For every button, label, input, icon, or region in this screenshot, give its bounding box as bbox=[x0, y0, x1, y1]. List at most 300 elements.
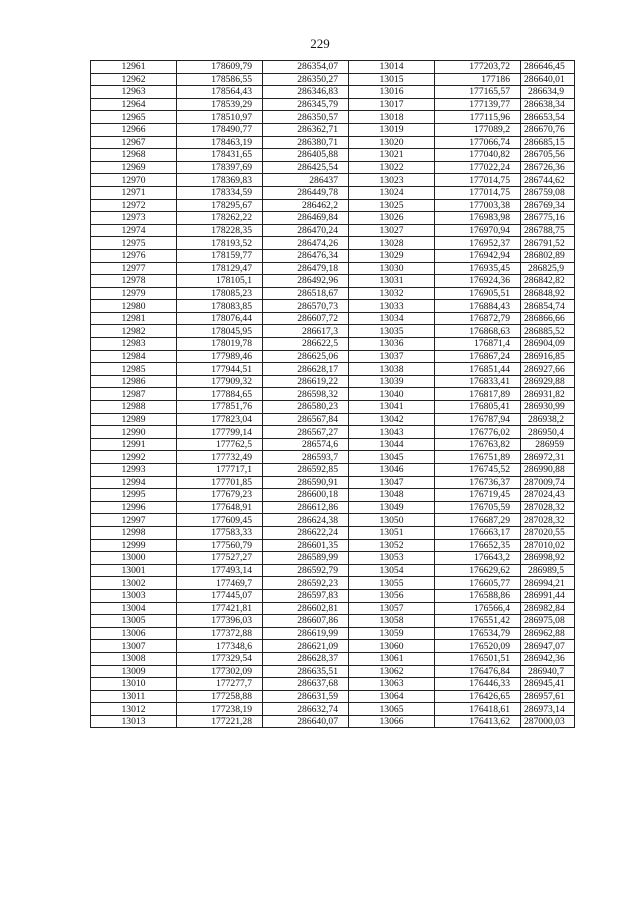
table-row bbox=[91, 312, 575, 325]
x-coordinate-left-cell: 177421,81 bbox=[177, 602, 263, 615]
y-coordinate-left-cell: 286479,18 bbox=[263, 262, 349, 275]
x-coordinate-right-cell: 176905,51 bbox=[435, 287, 521, 300]
point-number-right-cell: 13045 bbox=[349, 451, 435, 464]
table-row bbox=[91, 199, 575, 212]
point-number-left-cell: 12962 bbox=[91, 73, 177, 86]
page-number: 229 bbox=[310, 36, 330, 51]
table-row bbox=[91, 136, 575, 149]
y-coordinate-right-cell: 287028,32 bbox=[521, 501, 575, 514]
x-coordinate-right-cell: 176736,37 bbox=[435, 476, 521, 489]
table-row bbox=[91, 640, 575, 653]
table-row bbox=[91, 73, 575, 86]
table-row bbox=[91, 615, 575, 628]
x-coordinate-right-cell: 176868,63 bbox=[435, 325, 521, 338]
x-coordinate-right-cell: 176970,94 bbox=[435, 224, 521, 237]
point-number-left-cell: 12990 bbox=[91, 426, 177, 439]
y-coordinate-right-cell: 286945,41 bbox=[521, 678, 575, 691]
y-coordinate-right-cell: 286931,82 bbox=[521, 388, 575, 401]
point-number-right-cell: 13021 bbox=[349, 149, 435, 162]
y-coordinate-left-cell: 286637,68 bbox=[263, 678, 349, 691]
x-coordinate-right-cell: 176652,35 bbox=[435, 539, 521, 552]
table-row bbox=[91, 703, 575, 716]
y-coordinate-left-cell: 286619,22 bbox=[263, 375, 349, 388]
point-number-right-cell: 13019 bbox=[349, 123, 435, 136]
point-number-left-cell: 12979 bbox=[91, 287, 177, 300]
y-coordinate-left-cell: 286362,71 bbox=[263, 123, 349, 136]
point-number-right-cell: 13062 bbox=[349, 665, 435, 678]
y-coordinate-left-cell: 286354,07 bbox=[263, 61, 349, 74]
y-coordinate-left-cell: 286592,85 bbox=[263, 464, 349, 477]
y-coordinate-left-cell: 286625,06 bbox=[263, 350, 349, 363]
x-coordinate-right-cell: 176787,94 bbox=[435, 413, 521, 426]
point-number-right-cell: 13020 bbox=[349, 136, 435, 149]
y-coordinate-left-cell: 286380,71 bbox=[263, 136, 349, 149]
x-coordinate-left-cell: 177701,85 bbox=[177, 476, 263, 489]
point-number-right-cell: 13034 bbox=[349, 312, 435, 325]
table-row bbox=[91, 489, 575, 502]
y-coordinate-right-cell: 286904,09 bbox=[521, 338, 575, 351]
x-coordinate-left-cell: 178369,83 bbox=[177, 174, 263, 187]
point-number-left-cell: 12968 bbox=[91, 149, 177, 162]
x-coordinate-right-cell: 176942,94 bbox=[435, 249, 521, 262]
point-number-left-cell: 13007 bbox=[91, 640, 177, 653]
point-number-right-cell: 13039 bbox=[349, 375, 435, 388]
point-number-right-cell: 13058 bbox=[349, 615, 435, 628]
table-row bbox=[91, 552, 575, 565]
y-coordinate-right-cell: 286825,9 bbox=[521, 262, 575, 275]
y-coordinate-right-cell: 286929,88 bbox=[521, 375, 575, 388]
y-coordinate-left-cell: 286567,84 bbox=[263, 413, 349, 426]
point-number-right-cell: 13018 bbox=[349, 111, 435, 124]
y-coordinate-right-cell: 286975,08 bbox=[521, 615, 575, 628]
point-number-right-cell: 13027 bbox=[349, 224, 435, 237]
table-row bbox=[91, 249, 575, 262]
table-row bbox=[91, 401, 575, 414]
y-coordinate-right-cell: 286994,21 bbox=[521, 577, 575, 590]
x-coordinate-right-cell: 177003,38 bbox=[435, 199, 521, 212]
y-coordinate-left-cell: 286624,38 bbox=[263, 514, 349, 527]
point-number-right-cell: 13046 bbox=[349, 464, 435, 477]
point-number-left-cell: 12967 bbox=[91, 136, 177, 149]
y-coordinate-right-cell: 287020,55 bbox=[521, 526, 575, 539]
y-coordinate-left-cell: 286492,96 bbox=[263, 275, 349, 288]
x-coordinate-left-cell: 177717,1 bbox=[177, 464, 263, 477]
point-number-right-cell: 13026 bbox=[349, 212, 435, 225]
point-number-right-cell: 13043 bbox=[349, 426, 435, 439]
point-number-right-cell: 13017 bbox=[349, 98, 435, 111]
x-coordinate-right-cell: 177139,77 bbox=[435, 98, 521, 111]
y-coordinate-left-cell: 286592,23 bbox=[263, 577, 349, 590]
point-number-left-cell: 12992 bbox=[91, 451, 177, 464]
point-number-right-cell: 13037 bbox=[349, 350, 435, 363]
x-coordinate-right-cell: 176851,44 bbox=[435, 363, 521, 376]
x-coordinate-left-cell: 177493,14 bbox=[177, 564, 263, 577]
table-row bbox=[91, 350, 575, 363]
x-coordinate-right-cell: 176534,79 bbox=[435, 627, 521, 640]
point-number-right-cell: 13024 bbox=[349, 186, 435, 199]
point-number-left-cell: 13000 bbox=[91, 552, 177, 565]
y-coordinate-left-cell: 286346,83 bbox=[263, 86, 349, 99]
table-row bbox=[91, 161, 575, 174]
x-coordinate-left-cell: 178085,23 bbox=[177, 287, 263, 300]
y-coordinate-left-cell: 286602,81 bbox=[263, 602, 349, 615]
point-number-left-cell: 12993 bbox=[91, 464, 177, 477]
point-number-right-cell: 13060 bbox=[349, 640, 435, 653]
y-coordinate-right-cell: 286972,31 bbox=[521, 451, 575, 464]
y-coordinate-right-cell: 287010,02 bbox=[521, 539, 575, 552]
x-coordinate-right-cell: 177089,2 bbox=[435, 123, 521, 136]
y-coordinate-left-cell: 286628,17 bbox=[263, 363, 349, 376]
x-coordinate-left-cell: 178262,22 bbox=[177, 212, 263, 225]
point-number-left-cell: 13003 bbox=[91, 589, 177, 602]
point-number-left-cell: 12980 bbox=[91, 300, 177, 313]
x-coordinate-left-cell: 178586,55 bbox=[177, 73, 263, 86]
y-coordinate-right-cell: 286947,07 bbox=[521, 640, 575, 653]
table-row bbox=[91, 426, 575, 439]
table-row bbox=[91, 678, 575, 691]
y-coordinate-left-cell: 286598,32 bbox=[263, 388, 349, 401]
point-number-right-cell: 13036 bbox=[349, 338, 435, 351]
table-row bbox=[91, 86, 575, 99]
y-coordinate-left-cell: 286628,37 bbox=[263, 652, 349, 665]
x-coordinate-left-cell: 178334,59 bbox=[177, 186, 263, 199]
x-coordinate-left-cell: 178159,77 bbox=[177, 249, 263, 262]
y-coordinate-left-cell: 286574,6 bbox=[263, 438, 349, 451]
x-coordinate-right-cell: 176805,41 bbox=[435, 401, 521, 414]
y-coordinate-left-cell: 286592,79 bbox=[263, 564, 349, 577]
point-number-right-cell: 13049 bbox=[349, 501, 435, 514]
y-coordinate-right-cell: 286989,5 bbox=[521, 564, 575, 577]
x-coordinate-right-cell: 177186 bbox=[435, 73, 521, 86]
x-coordinate-left-cell: 177372,88 bbox=[177, 627, 263, 640]
y-coordinate-right-cell: 286938,2 bbox=[521, 413, 575, 426]
y-coordinate-right-cell: 286991,44 bbox=[521, 589, 575, 602]
point-number-right-cell: 13047 bbox=[349, 476, 435, 489]
y-coordinate-right-cell: 286916,85 bbox=[521, 350, 575, 363]
table-row bbox=[91, 526, 575, 539]
y-coordinate-right-cell: 286959 bbox=[521, 438, 575, 451]
x-coordinate-left-cell: 177884,65 bbox=[177, 388, 263, 401]
point-number-left-cell: 13008 bbox=[91, 652, 177, 665]
y-coordinate-right-cell: 286640,01 bbox=[521, 73, 575, 86]
point-number-right-cell: 13015 bbox=[349, 73, 435, 86]
y-coordinate-left-cell: 286612,86 bbox=[263, 501, 349, 514]
x-coordinate-right-cell: 176776,02 bbox=[435, 426, 521, 439]
point-number-left-cell: 13002 bbox=[91, 577, 177, 590]
y-coordinate-left-cell: 286470,24 bbox=[263, 224, 349, 237]
point-number-right-cell: 13055 bbox=[349, 577, 435, 590]
x-coordinate-left-cell: 177221,28 bbox=[177, 715, 263, 728]
y-coordinate-right-cell: 286930,99 bbox=[521, 401, 575, 414]
table-row bbox=[91, 325, 575, 338]
y-coordinate-left-cell: 286476,34 bbox=[263, 249, 349, 262]
y-coordinate-right-cell: 286842,82 bbox=[521, 275, 575, 288]
point-number-left-cell: 12981 bbox=[91, 312, 177, 325]
x-coordinate-left-cell: 178045,95 bbox=[177, 325, 263, 338]
x-coordinate-right-cell: 176418,61 bbox=[435, 703, 521, 716]
y-coordinate-left-cell: 286462,2 bbox=[263, 199, 349, 212]
point-number-left-cell: 12974 bbox=[91, 224, 177, 237]
x-coordinate-left-cell: 178397,69 bbox=[177, 161, 263, 174]
y-coordinate-right-cell: 286990,88 bbox=[521, 464, 575, 477]
x-coordinate-right-cell: 177014,75 bbox=[435, 186, 521, 199]
x-coordinate-left-cell: 177527,27 bbox=[177, 552, 263, 565]
x-coordinate-right-cell: 177203,72 bbox=[435, 61, 521, 74]
x-coordinate-right-cell: 176687,29 bbox=[435, 514, 521, 527]
point-number-left-cell: 12995 bbox=[91, 489, 177, 502]
x-coordinate-right-cell: 176551,42 bbox=[435, 615, 521, 628]
table-row bbox=[91, 262, 575, 275]
y-coordinate-left-cell: 286437 bbox=[263, 174, 349, 187]
y-coordinate-right-cell: 286927,66 bbox=[521, 363, 575, 376]
point-number-right-cell: 13065 bbox=[349, 703, 435, 716]
point-number-right-cell: 13040 bbox=[349, 388, 435, 401]
x-coordinate-right-cell: 177066,74 bbox=[435, 136, 521, 149]
x-coordinate-left-cell: 177560,79 bbox=[177, 539, 263, 552]
point-number-left-cell: 13006 bbox=[91, 627, 177, 640]
table-row bbox=[91, 652, 575, 665]
point-number-left-cell: 13011 bbox=[91, 690, 177, 703]
point-number-left-cell: 13009 bbox=[91, 665, 177, 678]
point-number-right-cell: 13031 bbox=[349, 275, 435, 288]
point-number-left-cell: 13004 bbox=[91, 602, 177, 615]
x-coordinate-left-cell: 178105,1 bbox=[177, 275, 263, 288]
point-number-left-cell: 12966 bbox=[91, 123, 177, 136]
y-coordinate-right-cell: 286744,62 bbox=[521, 174, 575, 187]
y-coordinate-right-cell: 286670,76 bbox=[521, 123, 575, 136]
y-coordinate-left-cell: 286567,27 bbox=[263, 426, 349, 439]
point-number-right-cell: 13048 bbox=[349, 489, 435, 502]
x-coordinate-left-cell: 177944,51 bbox=[177, 363, 263, 376]
y-coordinate-right-cell: 286973,14 bbox=[521, 703, 575, 716]
coordinates-table-body bbox=[91, 61, 575, 728]
table-row bbox=[91, 514, 575, 527]
point-number-right-cell: 13041 bbox=[349, 401, 435, 414]
x-coordinate-left-cell: 177277,7 bbox=[177, 678, 263, 691]
point-number-left-cell: 12982 bbox=[91, 325, 177, 338]
table-row bbox=[91, 476, 575, 489]
x-coordinate-left-cell: 178295,67 bbox=[177, 199, 263, 212]
x-coordinate-right-cell: 176817,89 bbox=[435, 388, 521, 401]
x-coordinate-left-cell: 177799,14 bbox=[177, 426, 263, 439]
point-number-left-cell: 12986 bbox=[91, 375, 177, 388]
point-number-left-cell: 12973 bbox=[91, 212, 177, 225]
point-number-left-cell: 12988 bbox=[91, 401, 177, 414]
y-coordinate-left-cell: 286589,99 bbox=[263, 552, 349, 565]
y-coordinate-right-cell: 286705,56 bbox=[521, 149, 575, 162]
point-number-left-cell: 12984 bbox=[91, 350, 177, 363]
y-coordinate-right-cell: 287024,43 bbox=[521, 489, 575, 502]
y-coordinate-left-cell: 286640,07 bbox=[263, 715, 349, 728]
y-coordinate-left-cell: 286425,54 bbox=[263, 161, 349, 174]
y-coordinate-right-cell: 286962,88 bbox=[521, 627, 575, 640]
y-coordinate-left-cell: 286601,35 bbox=[263, 539, 349, 552]
table-row bbox=[91, 589, 575, 602]
x-coordinate-right-cell: 177115,96 bbox=[435, 111, 521, 124]
y-coordinate-left-cell: 286622,24 bbox=[263, 526, 349, 539]
point-number-right-cell: 13064 bbox=[349, 690, 435, 703]
x-coordinate-right-cell: 176867,24 bbox=[435, 350, 521, 363]
x-coordinate-right-cell: 177165,57 bbox=[435, 86, 521, 99]
x-coordinate-right-cell: 176705,59 bbox=[435, 501, 521, 514]
point-number-right-cell: 13066 bbox=[349, 715, 435, 728]
x-coordinate-left-cell: 177583,33 bbox=[177, 526, 263, 539]
y-coordinate-left-cell: 286635,51 bbox=[263, 665, 349, 678]
y-coordinate-right-cell: 286950,4 bbox=[521, 426, 575, 439]
y-coordinate-left-cell: 286622,5 bbox=[263, 338, 349, 351]
y-coordinate-right-cell: 286769,34 bbox=[521, 199, 575, 212]
table-row bbox=[91, 287, 575, 300]
y-coordinate-right-cell: 286726,36 bbox=[521, 161, 575, 174]
x-coordinate-right-cell: 176872,79 bbox=[435, 312, 521, 325]
y-coordinate-right-cell: 286638,34 bbox=[521, 98, 575, 111]
x-coordinate-left-cell: 178510,97 bbox=[177, 111, 263, 124]
x-coordinate-left-cell: 177348,6 bbox=[177, 640, 263, 653]
x-coordinate-right-cell: 176935,45 bbox=[435, 262, 521, 275]
table-row bbox=[91, 338, 575, 351]
x-coordinate-right-cell: 176629,62 bbox=[435, 564, 521, 577]
point-number-right-cell: 13044 bbox=[349, 438, 435, 451]
x-coordinate-right-cell: 176446,33 bbox=[435, 678, 521, 691]
y-coordinate-right-cell: 286998,92 bbox=[521, 552, 575, 565]
y-coordinate-left-cell: 286597,83 bbox=[263, 589, 349, 602]
x-coordinate-left-cell: 178076,44 bbox=[177, 312, 263, 325]
x-coordinate-right-cell: 176745,52 bbox=[435, 464, 521, 477]
y-coordinate-right-cell: 286957,61 bbox=[521, 690, 575, 703]
y-coordinate-right-cell: 286759,08 bbox=[521, 186, 575, 199]
point-number-left-cell: 12961 bbox=[91, 61, 177, 74]
x-coordinate-left-cell: 177851,76 bbox=[177, 401, 263, 414]
y-coordinate-left-cell: 286474,26 bbox=[263, 237, 349, 250]
point-number-right-cell: 13042 bbox=[349, 413, 435, 426]
x-coordinate-right-cell: 176719,45 bbox=[435, 489, 521, 502]
x-coordinate-left-cell: 178431,65 bbox=[177, 149, 263, 162]
table-row bbox=[91, 715, 575, 728]
point-number-right-cell: 13033 bbox=[349, 300, 435, 313]
x-coordinate-right-cell: 176520,09 bbox=[435, 640, 521, 653]
x-coordinate-left-cell: 177238,19 bbox=[177, 703, 263, 716]
x-coordinate-left-cell: 178564,43 bbox=[177, 86, 263, 99]
x-coordinate-right-cell: 176643,2 bbox=[435, 552, 521, 565]
point-number-right-cell: 13054 bbox=[349, 564, 435, 577]
point-number-right-cell: 13038 bbox=[349, 363, 435, 376]
point-number-left-cell: 12972 bbox=[91, 199, 177, 212]
table-row bbox=[91, 212, 575, 225]
x-coordinate-left-cell: 177762,5 bbox=[177, 438, 263, 451]
table-row bbox=[91, 375, 575, 388]
table-row bbox=[91, 275, 575, 288]
x-coordinate-right-cell: 176566,4 bbox=[435, 602, 521, 615]
point-number-left-cell: 12971 bbox=[91, 186, 177, 199]
x-coordinate-left-cell: 177609,45 bbox=[177, 514, 263, 527]
point-number-right-cell: 13029 bbox=[349, 249, 435, 262]
point-number-left-cell: 12977 bbox=[91, 262, 177, 275]
x-coordinate-right-cell: 176413,62 bbox=[435, 715, 521, 728]
x-coordinate-right-cell: 176663,17 bbox=[435, 526, 521, 539]
y-coordinate-right-cell: 287000,03 bbox=[521, 715, 575, 728]
y-coordinate-right-cell: 286653,54 bbox=[521, 111, 575, 124]
table-row bbox=[91, 464, 575, 477]
y-coordinate-right-cell: 286802,89 bbox=[521, 249, 575, 262]
point-number-right-cell: 13059 bbox=[349, 627, 435, 640]
y-coordinate-left-cell: 286631,59 bbox=[263, 690, 349, 703]
x-coordinate-left-cell: 177648,91 bbox=[177, 501, 263, 514]
point-number-left-cell: 13005 bbox=[91, 615, 177, 628]
x-coordinate-right-cell: 176833,41 bbox=[435, 375, 521, 388]
y-coordinate-right-cell: 286940,7 bbox=[521, 665, 575, 678]
point-number-right-cell: 13053 bbox=[349, 552, 435, 565]
table-row bbox=[91, 111, 575, 124]
x-coordinate-right-cell: 176751,89 bbox=[435, 451, 521, 464]
x-coordinate-left-cell: 177329,54 bbox=[177, 652, 263, 665]
table-row bbox=[91, 300, 575, 313]
point-number-right-cell: 13057 bbox=[349, 602, 435, 615]
x-coordinate-right-cell: 177022,24 bbox=[435, 161, 521, 174]
x-coordinate-right-cell: 176952,37 bbox=[435, 237, 521, 250]
y-coordinate-left-cell: 286632,74 bbox=[263, 703, 349, 716]
y-coordinate-left-cell: 286570,73 bbox=[263, 300, 349, 313]
x-coordinate-left-cell: 178463,19 bbox=[177, 136, 263, 149]
point-number-left-cell: 12965 bbox=[91, 111, 177, 124]
point-number-right-cell: 13056 bbox=[349, 589, 435, 602]
table-row bbox=[91, 413, 575, 426]
point-number-left-cell: 12983 bbox=[91, 338, 177, 351]
y-coordinate-right-cell: 287028,32 bbox=[521, 514, 575, 527]
point-number-right-cell: 13014 bbox=[349, 61, 435, 74]
point-number-right-cell: 13028 bbox=[349, 237, 435, 250]
x-coordinate-left-cell: 177732,49 bbox=[177, 451, 263, 464]
table-row bbox=[91, 388, 575, 401]
point-number-left-cell: 12994 bbox=[91, 476, 177, 489]
x-coordinate-right-cell: 176884,43 bbox=[435, 300, 521, 313]
x-coordinate-left-cell: 177679,23 bbox=[177, 489, 263, 502]
table-row bbox=[91, 363, 575, 376]
x-coordinate-left-cell: 178083,85 bbox=[177, 300, 263, 313]
point-number-left-cell: 12985 bbox=[91, 363, 177, 376]
point-number-left-cell: 12998 bbox=[91, 526, 177, 539]
x-coordinate-left-cell: 177823,04 bbox=[177, 413, 263, 426]
y-coordinate-right-cell: 286885,52 bbox=[521, 325, 575, 338]
y-coordinate-left-cell: 286607,86 bbox=[263, 615, 349, 628]
point-number-right-cell: 13050 bbox=[349, 514, 435, 527]
x-coordinate-left-cell: 178193,52 bbox=[177, 237, 263, 250]
table-row bbox=[91, 61, 575, 74]
x-coordinate-right-cell: 176501,51 bbox=[435, 652, 521, 665]
point-number-left-cell: 12969 bbox=[91, 161, 177, 174]
x-coordinate-right-cell: 176924,36 bbox=[435, 275, 521, 288]
x-coordinate-left-cell: 177396,03 bbox=[177, 615, 263, 628]
table-row bbox=[91, 690, 575, 703]
point-number-right-cell: 13030 bbox=[349, 262, 435, 275]
x-coordinate-left-cell: 177989,46 bbox=[177, 350, 263, 363]
y-coordinate-left-cell: 286607,72 bbox=[263, 312, 349, 325]
y-coordinate-right-cell: 286854,74 bbox=[521, 300, 575, 313]
point-number-left-cell: 13010 bbox=[91, 678, 177, 691]
x-coordinate-right-cell: 176871,4 bbox=[435, 338, 521, 351]
point-number-right-cell: 13023 bbox=[349, 174, 435, 187]
x-coordinate-left-cell: 177258,88 bbox=[177, 690, 263, 703]
table-row bbox=[91, 237, 575, 250]
x-coordinate-left-cell: 178490,77 bbox=[177, 123, 263, 136]
table-row bbox=[91, 501, 575, 514]
point-number-right-cell: 13063 bbox=[349, 678, 435, 691]
table-row bbox=[91, 451, 575, 464]
y-coordinate-right-cell: 287009,74 bbox=[521, 476, 575, 489]
x-coordinate-right-cell: 177014,75 bbox=[435, 174, 521, 187]
point-number-left-cell: 12964 bbox=[91, 98, 177, 111]
y-coordinate-left-cell: 286619,99 bbox=[263, 627, 349, 640]
x-coordinate-right-cell: 176426,65 bbox=[435, 690, 521, 703]
